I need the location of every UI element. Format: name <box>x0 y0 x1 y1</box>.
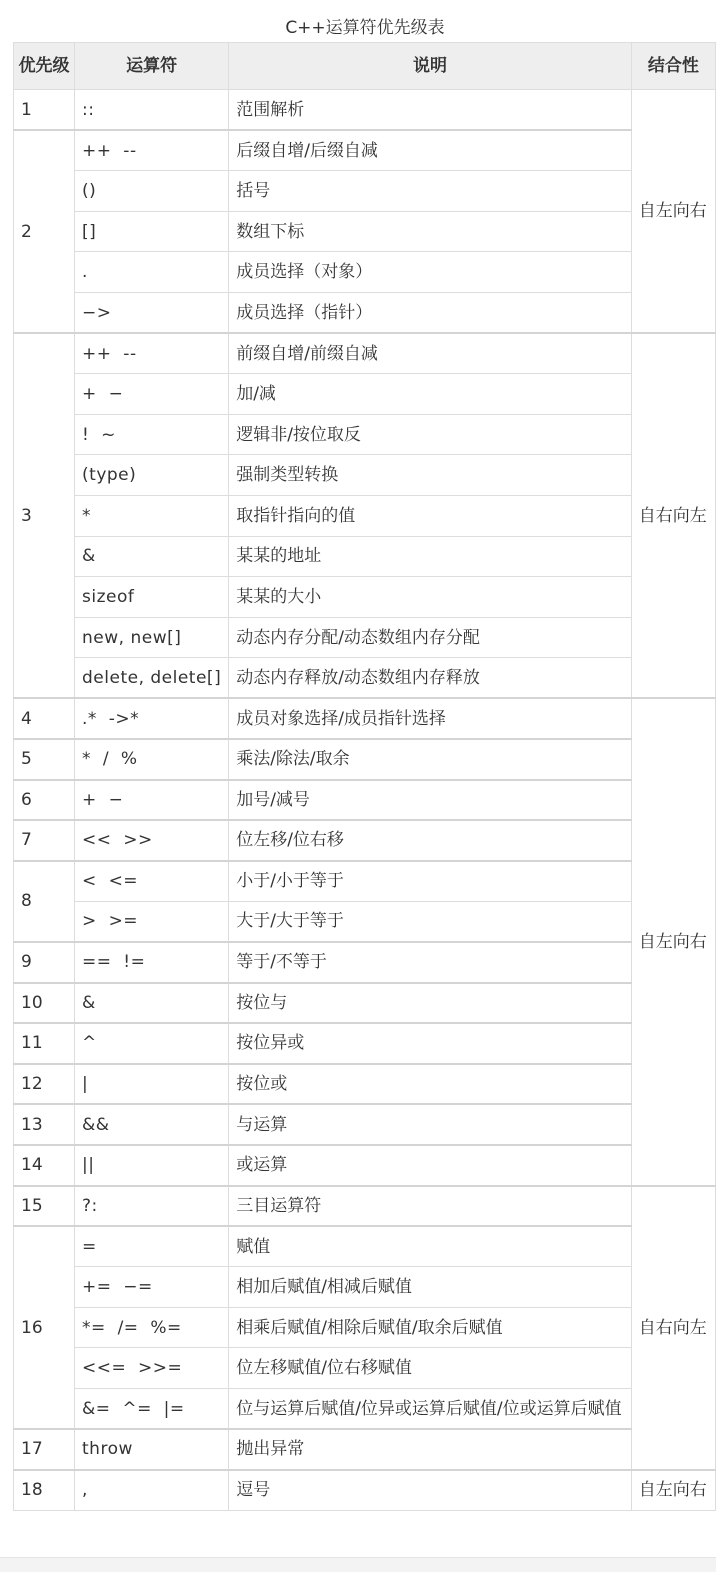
precedence-cell: 8 <box>14 861 75 942</box>
table-row <box>14 739 716 780</box>
table-row <box>14 617 716 658</box>
precedence-cell: 16 <box>14 1226 75 1429</box>
table-header-row <box>14 43 716 90</box>
table-row <box>14 942 716 983</box>
table-row <box>14 1064 716 1105</box>
table-row <box>14 414 716 455</box>
precedence-cell: 17 <box>14 1429 75 1470</box>
table-row <box>14 658 716 699</box>
operator-cell: sizeof <box>75 577 229 618</box>
description-cell: 大于/大于等于 <box>229 901 632 942</box>
description-cell: 逻辑非/按位取反 <box>229 414 632 455</box>
operator-cell: [] <box>75 211 229 252</box>
operator-cell: * / % <box>75 739 229 780</box>
table-row <box>14 536 716 577</box>
table-row <box>14 1348 716 1389</box>
precedence-cell: 3 <box>14 333 75 698</box>
operator-cell: delete, delete[] <box>75 658 229 699</box>
description-cell: 按位或 <box>229 1064 632 1105</box>
description-cell: 赋值 <box>229 1226 632 1267</box>
operator-cell: &= ^= |= <box>75 1389 229 1430</box>
description-cell: 位左移赋值/位右移赋值 <box>229 1348 632 1389</box>
precedence-cell: 15 <box>14 1186 75 1227</box>
operator-cell: () <box>75 171 229 212</box>
description-cell: 后缀自增/后缀自减 <box>229 130 632 171</box>
operator-cell: ?: <box>75 1186 229 1227</box>
precedence-cell: 14 <box>14 1145 75 1186</box>
precedence-cell: 18 <box>14 1470 75 1511</box>
operator-cell: *= /= %= <box>75 1307 229 1348</box>
table-row <box>14 983 716 1024</box>
header-precedence: 优先级 <box>14 43 75 90</box>
description-cell: 某某的大小 <box>229 577 632 618</box>
description-cell: 相乘后赋值/相除后赋值/取余后赋值 <box>229 1307 632 1348</box>
operator-cell: << >> <box>75 820 229 861</box>
description-cell: 某某的地址 <box>229 536 632 577</box>
table-row <box>14 1267 716 1308</box>
table-row <box>14 1226 716 1267</box>
precedence-cell: 9 <box>14 942 75 983</box>
description-cell: 三目运算符 <box>229 1186 632 1227</box>
precedence-cell: 10 <box>14 983 75 1024</box>
associativity-cell: 自左向右 <box>631 698 715 1185</box>
table-row <box>14 1307 716 1348</box>
associativity-cell: 自左向右 <box>631 1470 715 1511</box>
description-cell: 相加后赋值/相减后赋值 <box>229 1267 632 1308</box>
description-cell: 动态内存释放/动态数组内存释放 <box>229 658 632 699</box>
description-cell: 按位异或 <box>229 1023 632 1064</box>
header-operator: 运算符 <box>75 43 229 90</box>
description-cell: 动态内存分配/动态数组内存分配 <box>229 617 632 658</box>
operator-cell: ! ~ <box>75 414 229 455</box>
description-cell: 加/减 <box>229 374 632 415</box>
precedence-cell: 2 <box>14 130 75 333</box>
operator-cell: new, new[] <box>75 617 229 658</box>
operator-cell: :: <box>75 90 229 131</box>
description-cell: 成员选择（对象） <box>229 252 632 293</box>
operator-cell: .* ->* <box>75 698 229 739</box>
precedence-cell: 6 <box>14 780 75 821</box>
operator-cell: ^ <box>75 1023 229 1064</box>
page-bottom-strip <box>0 1557 716 1572</box>
table-caption: C++运算符优先级表 <box>285 18 445 38</box>
description-cell: 位与运算后赋值/位异或运算后赋值/位或运算后赋值 <box>229 1389 632 1430</box>
table-row <box>14 292 716 333</box>
operator-cell: , <box>75 1470 229 1511</box>
precedence-cell: 7 <box>14 820 75 861</box>
table-row <box>14 1186 716 1227</box>
table-row <box>14 1023 716 1064</box>
description-cell: 按位与 <box>229 983 632 1024</box>
description-cell: 成员对象选择/成员指针选择 <box>229 698 632 739</box>
description-cell: 逗号 <box>229 1470 632 1511</box>
operator-cell: throw <box>75 1429 229 1470</box>
table-row <box>14 1429 716 1470</box>
description-cell: 加号/减号 <box>229 780 632 821</box>
operator-cell: == != <box>75 942 229 983</box>
description-cell: 强制类型转换 <box>229 455 632 496</box>
operator-cell: & <box>75 983 229 1024</box>
operator-cell: & <box>75 536 229 577</box>
description-cell: 括号 <box>229 171 632 212</box>
description-cell: 或运算 <box>229 1145 632 1186</box>
operator-cell: += −= <box>75 1267 229 1308</box>
table-row <box>14 577 716 618</box>
precedence-cell: 1 <box>14 90 75 131</box>
table-row <box>14 333 716 374</box>
table-row <box>14 1389 716 1430</box>
operator-cell: > >= <box>75 901 229 942</box>
description-cell: 数组下标 <box>229 211 632 252</box>
table-row <box>14 780 716 821</box>
description-cell: 小于/小于等于 <box>229 861 632 902</box>
operator-cell: ++ -- <box>75 130 229 171</box>
table-body <box>14 90 716 1511</box>
precedence-cell: 5 <box>14 739 75 780</box>
table-row <box>14 698 716 739</box>
associativity-cell: 自左向右 <box>631 90 715 334</box>
operator-cell: * <box>75 495 229 536</box>
operator-cell: && <box>75 1104 229 1145</box>
table-row <box>14 252 716 293</box>
operator-cell: (type) <box>75 455 229 496</box>
table-row <box>14 130 716 171</box>
description-cell: 与运算 <box>229 1104 632 1145</box>
operator-cell: || <box>75 1145 229 1186</box>
table-row <box>14 90 716 131</box>
operator-cell: −> <box>75 292 229 333</box>
table-row <box>14 171 716 212</box>
header-associativity: 结合性 <box>631 43 715 90</box>
table-row <box>14 1470 716 1511</box>
operator-cell: < <= <box>75 861 229 902</box>
operator-cell: | <box>75 1064 229 1105</box>
precedence-cell: 11 <box>14 1023 75 1064</box>
table-row <box>14 455 716 496</box>
table-row <box>14 495 716 536</box>
operator-precedence-table <box>13 42 716 1511</box>
operator-cell: + − <box>75 374 229 415</box>
description-cell: 抛出异常 <box>229 1429 632 1470</box>
description-cell: 成员选择（指针） <box>229 292 632 333</box>
operator-cell: ++ -- <box>75 333 229 374</box>
description-cell: 等于/不等于 <box>229 942 632 983</box>
operator-cell: . <box>75 252 229 293</box>
description-cell: 位左移/位右移 <box>229 820 632 861</box>
table-row <box>14 1145 716 1186</box>
table-row <box>14 820 716 861</box>
precedence-cell: 4 <box>14 698 75 739</box>
description-cell: 范围解析 <box>229 90 632 131</box>
description-cell: 前缀自增/前缀自减 <box>229 333 632 374</box>
precedence-cell: 12 <box>14 1064 75 1105</box>
description-cell: 取指针指向的值 <box>229 495 632 536</box>
table-row <box>14 901 716 942</box>
table-row <box>14 861 716 902</box>
table-row <box>14 211 716 252</box>
operator-cell: = <box>75 1226 229 1267</box>
precedence-cell: 13 <box>14 1104 75 1145</box>
associativity-cell: 自右向左 <box>631 1186 715 1470</box>
table-row <box>14 374 716 415</box>
header-description: 说明 <box>229 43 632 90</box>
operator-cell: + − <box>75 780 229 821</box>
operator-cell: <<= >>= <box>75 1348 229 1389</box>
description-cell: 乘法/除法/取余 <box>229 739 632 780</box>
table-row <box>14 1104 716 1145</box>
associativity-cell: 自右向左 <box>631 333 715 698</box>
